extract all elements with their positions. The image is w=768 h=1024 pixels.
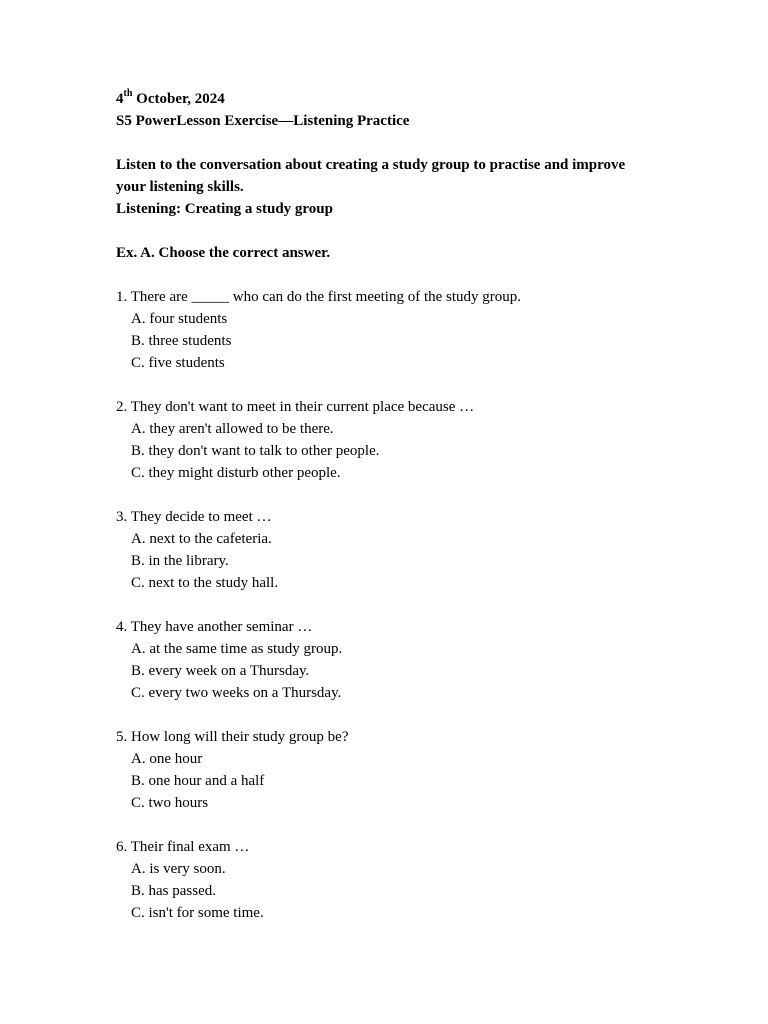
option-c: C. next to the study hall. [131,575,279,591]
option-a: A. next to the cafeteria. [131,531,272,547]
document-title: S5 PowerLesson Exercise—Listening Practice [116,113,410,129]
listening-topic: Listening: Creating a study group [116,201,333,217]
question-stem: 3. They decide to meet … [116,509,272,525]
option-b: B. in the library. [131,553,229,569]
date-day: 4 [116,91,124,107]
question-stem: 2. They don't want to meet in their current place because … [116,399,475,415]
question-stem: 1. There are _____ who can do the first meeting of the study group. [116,289,522,305]
option-a: A. one hour [131,751,203,767]
option-a: A. four students [131,311,228,327]
option-c: C. isn't for some time. [131,905,264,921]
option-b: B. three students [131,333,232,349]
option-b: B. they don't want to talk to other people. [131,443,380,459]
question-stem: 6. Their final exam … [116,839,250,855]
option-a: A. they aren't allowed to be there. [131,421,334,437]
option-b: B. one hour and a half [131,773,265,789]
question-stem: 5. How long will their study group be? [116,729,349,745]
question-3 [116,506,668,594]
option-c: C. they might disturb other people. [131,465,341,481]
option-c: C. two hours [131,795,209,811]
spacer [116,132,668,154]
option-a: A. at the same time as study group. [131,641,343,657]
document-date [116,88,668,110]
option-b: B. has passed. [131,883,216,899]
question-5 [116,726,668,814]
instruction-line-2: your listening skills. [116,179,244,195]
question-2 [116,396,668,484]
exercise-heading: Ex. A. Choose the correct answer. [116,245,331,261]
option-a: A. is very soon. [131,861,226,877]
date-suffix: th [123,88,133,99]
date-month-year: October, 2024 [132,91,225,107]
question-1 [116,286,668,374]
option-c: C. five students [131,355,225,371]
question-4 [116,616,668,704]
option-c: C. every two weeks on a Thursday. [131,685,342,701]
question-stem: 4. They have another seminar … [116,619,313,635]
question-list [116,286,668,924]
spacer [116,264,668,286]
instruction-line-1: Listen to the conversation about creating a study group to practise and improve [116,157,626,173]
question-6 [116,836,668,924]
spacer [116,220,668,242]
option-b: B. every week on a Thursday. [131,663,310,679]
